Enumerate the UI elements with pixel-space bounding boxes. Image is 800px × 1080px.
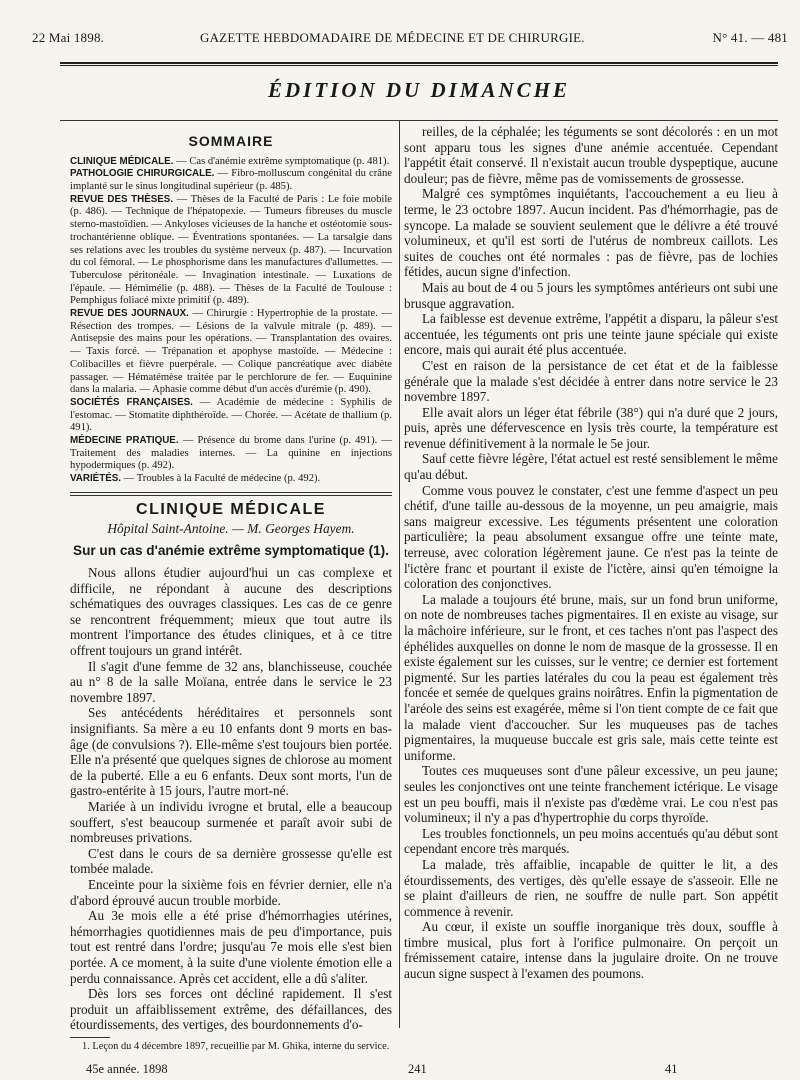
footnote: 1. Leçon du 4 décembre 1897, recueillie par M. Ghika, interne du service.	[82, 1040, 390, 1052]
body-paragraph: Malgré ces symptômes inquiétants, l'accouchement a eu lieu à terme, le 23 octobre 1897. Aucun incident. Pas d'hémorrhagie, pas de syncope. La malade se souvient seulement que le délivre a été trouvé volumineux, et qu'il est sorti de l'utérus de nombreux caillots. Les suites de couches ont été normales : pas de fièvre, pas de lochies fétides, aucun signe d'infection.	[404, 186, 778, 280]
body-paragraph: Mais au bout de 4 ou 5 jours les symptômes antérieurs ont subi une brusque aggravation.	[404, 279, 778, 311]
body-paragraph: C'est en raison de la persistance de cet état et de la faiblesse générale que la malade s'est décidée à entrer dans notre service le 23 novembre 1897.	[404, 357, 778, 405]
edition-banner: ÉDITION DU DIMANCHE	[267, 78, 571, 102]
body-paragraph: La malade, très affaiblie, incapable de quitter le lit, a des étourdissements, des vertiges, dès qu'elle essaye de s'asseoir. Elle ne se plaint d'ailleurs de rien, ne souffre de nulle part. Son appétit commence à revenir.	[404, 856, 778, 919]
body-paragraph: Au cœur, il existe un souffle inorganique très doux, souffle à timbre musical, plus fort à l'orifice pulmonaire. On perçoit un frémissement cataire, intense dans la jugulaire droite. On ne trouve aucun signe suspect à l'examen des poumons.	[404, 919, 778, 982]
body-paragraph: Mariée à un individu ivrogne et brutal, elle a beaucoup souffert, s'est beaucoup surmenée et paraît avoir subi de nombreuses privations.	[70, 798, 392, 846]
sommaire-entry	[70, 168, 392, 193]
running-header	[32, 22, 788, 45]
sommaire-entry-head: SOCIÉTÉS FRANÇAISES.	[70, 396, 193, 408]
sommaire-entry-text: — Cas d'anémie extrême symptomatique (p. 481).	[173, 155, 390, 167]
body-paragraph: Sauf cette fièvre légère, l'état actuel est resté sensiblement le même qu'au début.	[404, 451, 778, 483]
sommaire-entry-text: — Chirurgie : Hypertrophie de la prostate. — Résection des trompes. — Lésions de la valvule mitrale (p. 489). — Antisepsie des mains pour les opérations. — Transplantation des ovaires. — Taxis forcé. — Trépanation et apophyse mastoïde. — Médecine : Colibacilles et fièvre puerpérale. — Colique pancréatique avec diabète passager. — Hématémèse traitée par le perchlorure de fer. — Euquinine dans la malaria. — Aphasie comme début d'un accès d'urémie (p. 490).	[70, 308, 392, 396]
body-paragraph: Nous allons étudier aujourd'hui un cas complexe et difficile, ne répondant à aucune des descriptions schématiques des ouvrages classiques. Les cas de ce genre se rencontrent fréquemment; mieux que tout autre ils montrent l'importance des études cliniques, et à ce titre offrent toujours un grand intérêt.	[70, 565, 392, 659]
sommaire-entry	[70, 194, 392, 308]
sommaire-entry-text: — Académie de médecine : Syphilis de l'estomac. — Stomatite diphthéroïde. — Chorée. — Acétate de thallium (p. 491).	[70, 396, 393, 434]
page-number: 41	[665, 1062, 678, 1076]
body-paragraph: Toutes ces muqueuses sont d'une pâleur excessive, un peu jaune; seules les conjonctives ont une teinte franchement ictérique. Le visage est un peu bouffi, mais il n'existe pas d'œdème vrai. Le cou n'est pas volumineux; il n'y a pas d'hypertrophie du corps thyroïde.	[404, 763, 778, 826]
sommaire-entry	[70, 435, 392, 473]
body-paragraph: Les troubles fonctionnels, un peu moins accentués qu'au début sont cependant encore très marqués.	[404, 825, 778, 857]
sommaire-entry	[70, 397, 392, 435]
sommaire-entry-text: — Présence du brome dans l'urine (p. 491). — Traitement des maladies internes. — La quinine en injections hypodermiques (p. 492).	[70, 435, 392, 472]
sommaire-entry	[70, 156, 392, 169]
sommaire-entry-text: — Troubles à la Faculté de médecine (p. 492).	[121, 473, 321, 485]
journal-title: GAZETTE HEBDOMADAIRE DE MÉDECINE ET DE CHIRURGIE.	[200, 30, 585, 45]
section-rule-thin	[70, 495, 392, 496]
sommaire-entry-head: REVUE DES JOURNAUX.	[70, 308, 189, 320]
sommaire-entry-head: REVUE DES THÈSES.	[70, 193, 174, 205]
issue-number: N° 41. — 481	[712, 30, 788, 45]
article-body-left	[70, 565, 392, 1033]
article-body-right	[404, 124, 778, 982]
body-paragraph: Ses antécédents héréditaires et personnels sont insignifiants. Sa mère a eu 10 enfants dont 9 morts en bas-âge (de convulsions ?). Elle-même s'est toujours bien portée. Elle n'a présenté que quelques signes de chlorose au moment de la puberté. Elle a eu 6 enfants. Deux sont morts, l'un de gastro-entérite à 15 jours, l'autre mort-né.	[70, 705, 392, 799]
hospital-byline-text: Hôpital Saint-Antoine. — M. Georges Hayem.	[107, 521, 355, 537]
body-paragraph: Elle avait alors un léger état fébrile (38°) qui n'a duré que 2 jours, puis, après une défervescence en lysis très courte, la température est revenue définitivement à la normale le 5e jour.	[404, 404, 778, 451]
folio-number: 241	[408, 1062, 427, 1076]
issue-date: 22 Mai 1898.	[32, 30, 105, 45]
sommaire-title: SOMMAIRE	[188, 133, 274, 149]
section-title: CLINIQUE MÉDICALE	[136, 500, 326, 518]
article-title: Sur un cas d'anémie extrême symptomatique (1).	[73, 543, 389, 559]
body-paragraph: Comme vous pouvez le constater, c'est une femme d'aspect un peu chétif, d'une taille au-dessous de la moyenne, un peu amaigrie, mais sans maigreur excessive. Les téguments présentent une coloration particulière; la peau absolument exsangue offre une teinte mate, terreuse, avec coloration légèrement jaune. Ce n'est pas la teinte de l'ictère franc et pourtant il existe de l'ictère, ainsi qu'en témoigne la coloration des conjonctives.	[404, 482, 778, 592]
body-paragraph: reilles, de la céphalée; les téguments se sont décolorés : en un mot sont apparu tous les signes d'une anémie accentuée. Cependant l'appétit était conservé. Il n'existait aucun trouble dyspeptique, aucune douleur; pas de fièvre, même pas de vomissements de grossesse.	[404, 124, 778, 186]
body-paragraph: C'est dans le cours de sa dernière grossesse qu'elle est tombée malade.	[70, 845, 392, 877]
column-divider	[399, 120, 400, 1028]
body-paragraph: Au 3e mois elle a été prise d'hémorrhagies utérines, hémorrhagies quotidiennes mais de peu d'importance, puis tout est rentré dans l'ordre; jusqu'au 7e mois elle s'est bien portée. A ce moment, à la suite d'une violente émotion elle a perdu connaissance. Après cet accident, elle a dû s'aliter.	[70, 908, 392, 986]
body-paragraph: Dès lors ses forces ont décliné rapidement. Il s'est produit un affaiblissement extrême, des défaillances, des étourdissements, des vertiges, des bourdonnements d'o-	[70, 986, 392, 1033]
sommaire-list	[70, 156, 392, 486]
footnote-rule	[70, 1037, 110, 1038]
left-column	[70, 124, 392, 1053]
edition-rule	[60, 120, 778, 121]
header-rule-thin	[60, 65, 778, 66]
body-paragraph: La faiblesse est devenue extrême, l'appétit a disparu, la pâleur s'est accentuée, les téguments ont pris une teinte jaune spéciale qui existe encore, mais qui aurait été plus accentuée.	[404, 311, 778, 358]
body-paragraph: La malade a toujours été brune, mais, sur un fond brun uniforme, on note de nombreuses taches pigmentaires. Il en existe au visage, sur la mâchoire inférieure, sur le front, et ces taches n'ont pas l'aspect des éphélides auxquelles on donne le nom de masque de la grossesse. Il en existe également sur les cuisses, sur le ventre; ce dernier est fortement pigmenté. Sur les parties latérales du cou la peau est également très foncée et semée de quelques grains noirâtres. Enfin la pigmentation de l'aréole des seins est exagérée, même si l'on tient compte de ce fait que la malade vient d'accoucher. Sur les muqueuses pas de taches pigmentaires, la muqueuse buccale est gris sale, mais cette teinte est uniforme.	[404, 591, 778, 763]
sommaire-entry-head: VARIÉTÉS.	[70, 473, 121, 485]
section-rule	[70, 492, 392, 493]
sommaire-entry-head: PATHOLOGIE CHIRURGICALE.	[70, 168, 215, 180]
volume-year: 45e année. 1898	[86, 1062, 168, 1076]
body-paragraph: Enceinte pour la sixième fois en février dernier, elle n'a d'abord éprouvé aucun trouble morbide.	[70, 876, 392, 908]
sommaire-entry	[70, 308, 392, 397]
hospital-byline	[70, 521, 392, 537]
header-rule	[60, 62, 778, 64]
sommaire-entry-head: CLINIQUE MÉDICALE.	[70, 155, 174, 167]
body-paragraph: Il s'agit d'une femme de 32 ans, blanchisseuse, couchée au n° 8 de la salle Moïana, entrée dans le service le 23 novembre 1897.	[70, 658, 392, 705]
sommaire-entry-head: MÉDECINE PRATIQUE.	[70, 435, 179, 447]
sommaire-entry-text: — Fibro-molluscum congénital du crâne implanté sur le sinus longitudinal supérieur (p. 485).	[70, 168, 392, 192]
sommaire-entry-text: — Thèses de la Faculté de Paris : Le foie mobile (p. 486). — Technique de l'hépatopexie. — Tumeurs fibreuses du muscle sterno-mastoïdien. — Ankyloses vicieuses de la hanche et ostéotomie sous-trochantérienne oblique. — Éventrations spontanées. — La tarsalgie dans ses relations avec les troubles du système nerveux (p. 487). — Incurvation du col fémoral. — Le phosphorisme dans les manufactures d'allumettes. — Tuberculose péritonéale. — Invagination intestinale. — Luxations de l'épaule. — Hémimélie (p. 488). — Thèses de la Faculté de Toulouse : Pemphigus foliacé mixte primitif (p. 489).	[70, 193, 392, 307]
sommaire-entry	[70, 473, 392, 486]
newspaper-page	[32, 22, 788, 1076]
